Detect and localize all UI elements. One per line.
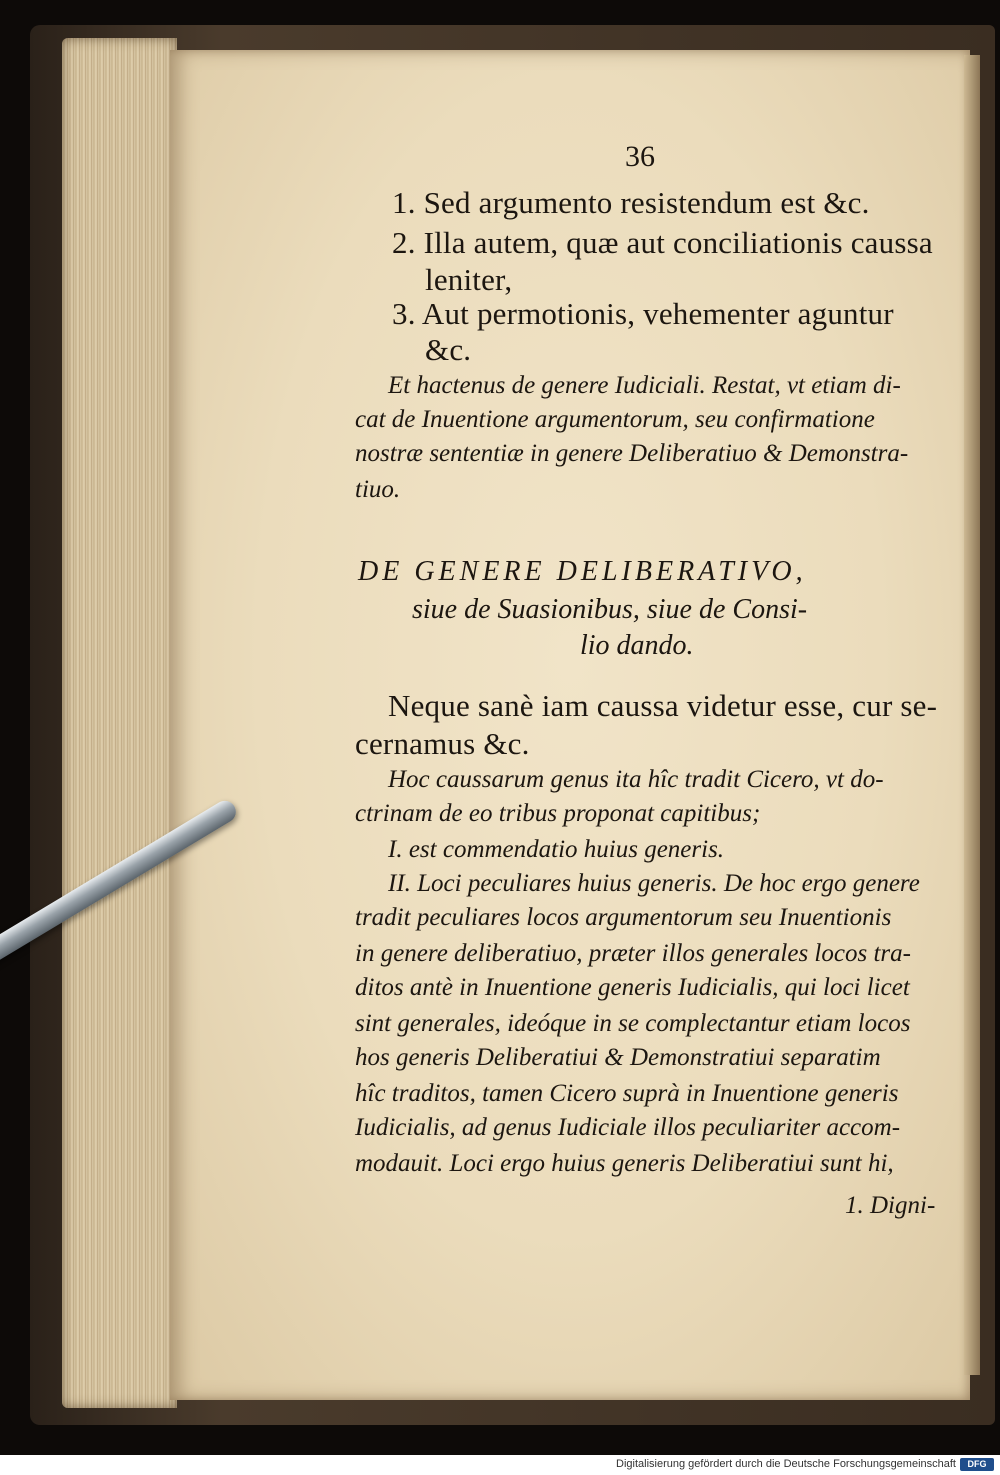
text-line: 1. Sed argumento resistendum est &c. [392, 185, 870, 220]
funding-credit: Digitalisierung gefördert durch die Deutsche Forschungsgemeinschaft [616, 1458, 956, 1470]
catchword: 1. Digni- [845, 1192, 936, 1219]
footer-bar [0, 1455, 1000, 1475]
text-line: 2. Illa autem, quæ aut conciliationis caussa [392, 225, 933, 260]
facing-page-edge [964, 55, 980, 1375]
text-line: modauit. Loci ergo huius generis Deliberatiui sunt hi, [355, 1150, 894, 1177]
section-subheading: lio dando. [580, 630, 694, 661]
text-line: in genere deliberatiuo, præter illos generales locos tra- [355, 940, 911, 967]
text-line: ditos antè in Inuentione generis Iudicialis, qui loci licet [355, 974, 910, 1001]
text-line: &c. [425, 332, 472, 367]
text-line: cernamus &c. [355, 726, 530, 761]
text-line: Hoc caussarum genus ita hîc tradit Cicero, vt do- [388, 766, 884, 793]
text-line: cat de Inuentione argumentorum, seu confirmatione [355, 406, 875, 433]
text-line: Neque sanè iam caussa videtur esse, cur se- [388, 688, 938, 723]
text-line: nostræ sententiæ in genere Deliberatiuo & Demonstra- [355, 440, 909, 467]
text-line: Et hactenus de genere Iudiciali. Restat, vt etiam di- [388, 372, 901, 399]
text-line: 3. Aut permotionis, vehementer aguntur [392, 296, 894, 331]
page-edges [62, 38, 177, 1408]
text-line: leniter, [425, 262, 513, 297]
text-line: tiuo. [355, 476, 401, 503]
section-heading: DE GENERE DELIBERATIVO, [358, 556, 807, 587]
page-number: 36 [625, 140, 655, 173]
text-line: tradit peculiares locos argumentorum seu Inuentionis [355, 904, 892, 931]
text-line: II. Loci peculiares huius generis. De hoc ergo genere [388, 870, 920, 897]
text-line: I. est commendatio huius generis. [388, 836, 725, 863]
text-line: Iudicialis, ad genus Iudiciale illos peculiariter accom- [355, 1114, 901, 1141]
text-line: hîc traditos, tamen Cicero suprà in Inuentione generis [355, 1080, 899, 1107]
dfg-logo-icon: DFG [960, 1458, 994, 1471]
text-line: sint generales, ideóque in se complectantur etiam locos [355, 1010, 911, 1037]
text-line: ctrinam de eo tribus proponat capitibus; [355, 800, 761, 827]
section-subheading: siue de Suasionibus, siue de Consi- [412, 594, 808, 625]
text-line: hos generis Deliberatiui & Demonstratiui separatim [355, 1044, 881, 1071]
